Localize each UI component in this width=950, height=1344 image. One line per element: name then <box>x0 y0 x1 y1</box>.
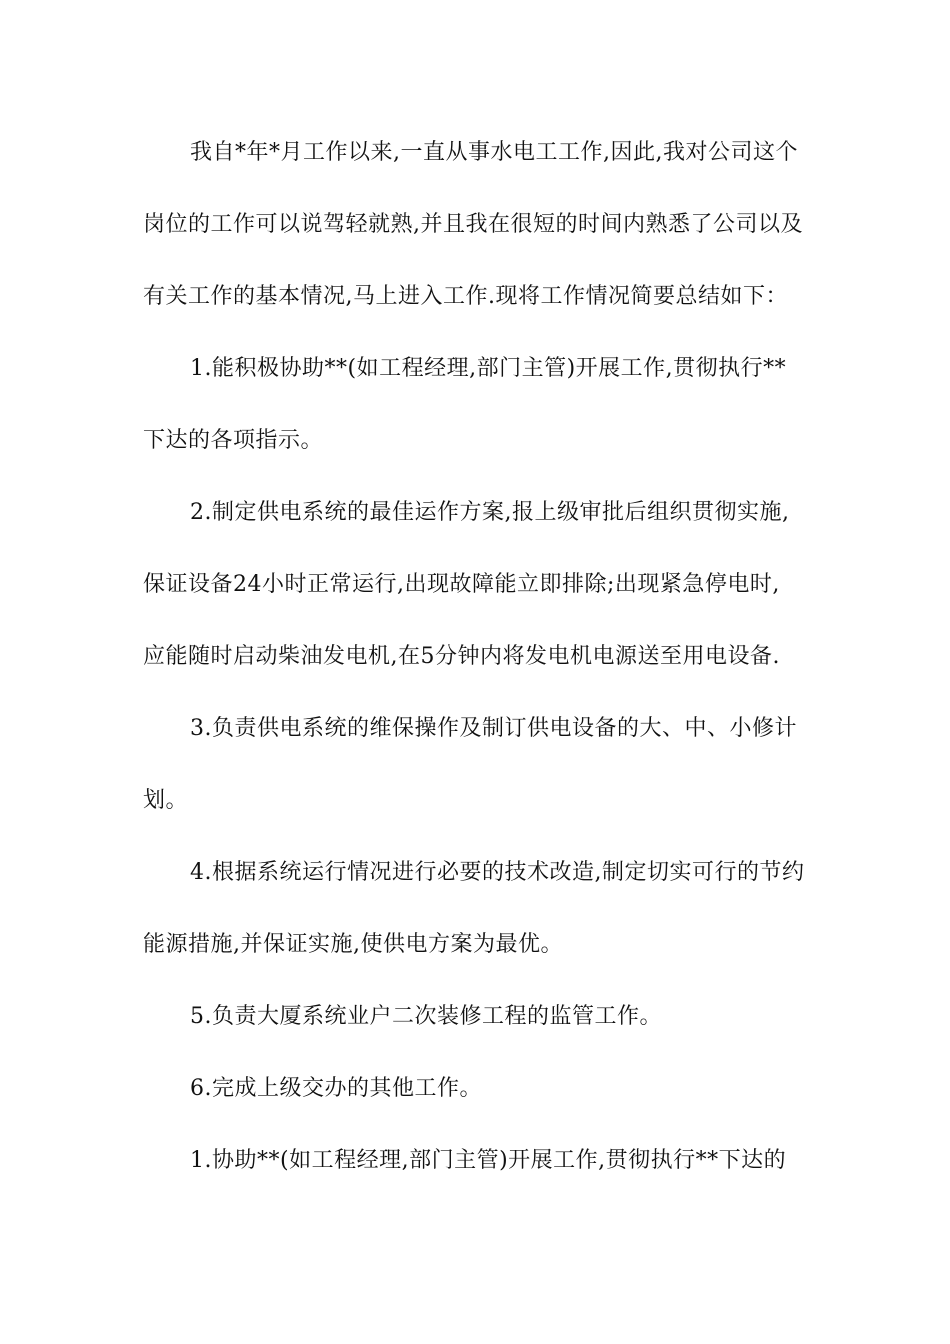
item-2-line-2: 保证设备24小时正常运行,出现故障能立即排除;出现紧急停电时, <box>143 572 780 597</box>
item-2-line-1: 2.制定供电系统的最佳运作方案,报上级审批后组织贯彻实施, <box>190 500 790 525</box>
paragraph-intro-line-3: 有关工作的基本情况,马上进入工作.现将工作情况简要总结如下： <box>143 284 788 309</box>
item-4-line-2: 能源措施,并保证实施,使供电方案为最优。 <box>143 932 563 957</box>
item-5-line-1: 5.负责大厦系统业户二次装修工程的监管工作。 <box>190 1004 662 1029</box>
item-2-line-3: 应能随时启动柴油发电机,在5分钟内将发电机电源送至用电设备. <box>143 644 780 669</box>
item-6-line-1: 6.完成上级交办的其他工作。 <box>190 1076 482 1101</box>
paragraph-intro-line-1: 我自*年*月工作以来,一直从事水电工工作,因此,我对公司这个 <box>190 140 798 165</box>
item-1-line-1: 1.能积极协助**(如工程经理,部门主管)开展工作,贯彻执行** <box>190 356 787 381</box>
paragraph-intro-line-2: 岗位的工作可以说驾轻就熟,并且我在很短的时间内熟悉了公司以及 <box>143 212 803 237</box>
item-4-line-1: 4.根据系统运行情况进行必要的技术改造,制定切实可行的节约 <box>190 860 805 885</box>
item-1-line-2: 下达的各项指示。 <box>143 428 324 453</box>
item-3-line-2: 划。 <box>143 788 189 813</box>
item-duty-1-line-1: 1.协助**(如工程经理,部门主管)开展工作,贯彻执行**下达的 <box>190 1148 787 1173</box>
item-3-line-1: 3.负责供电系统的维保操作及制订供电设备的大、中、小修计 <box>190 716 797 741</box>
